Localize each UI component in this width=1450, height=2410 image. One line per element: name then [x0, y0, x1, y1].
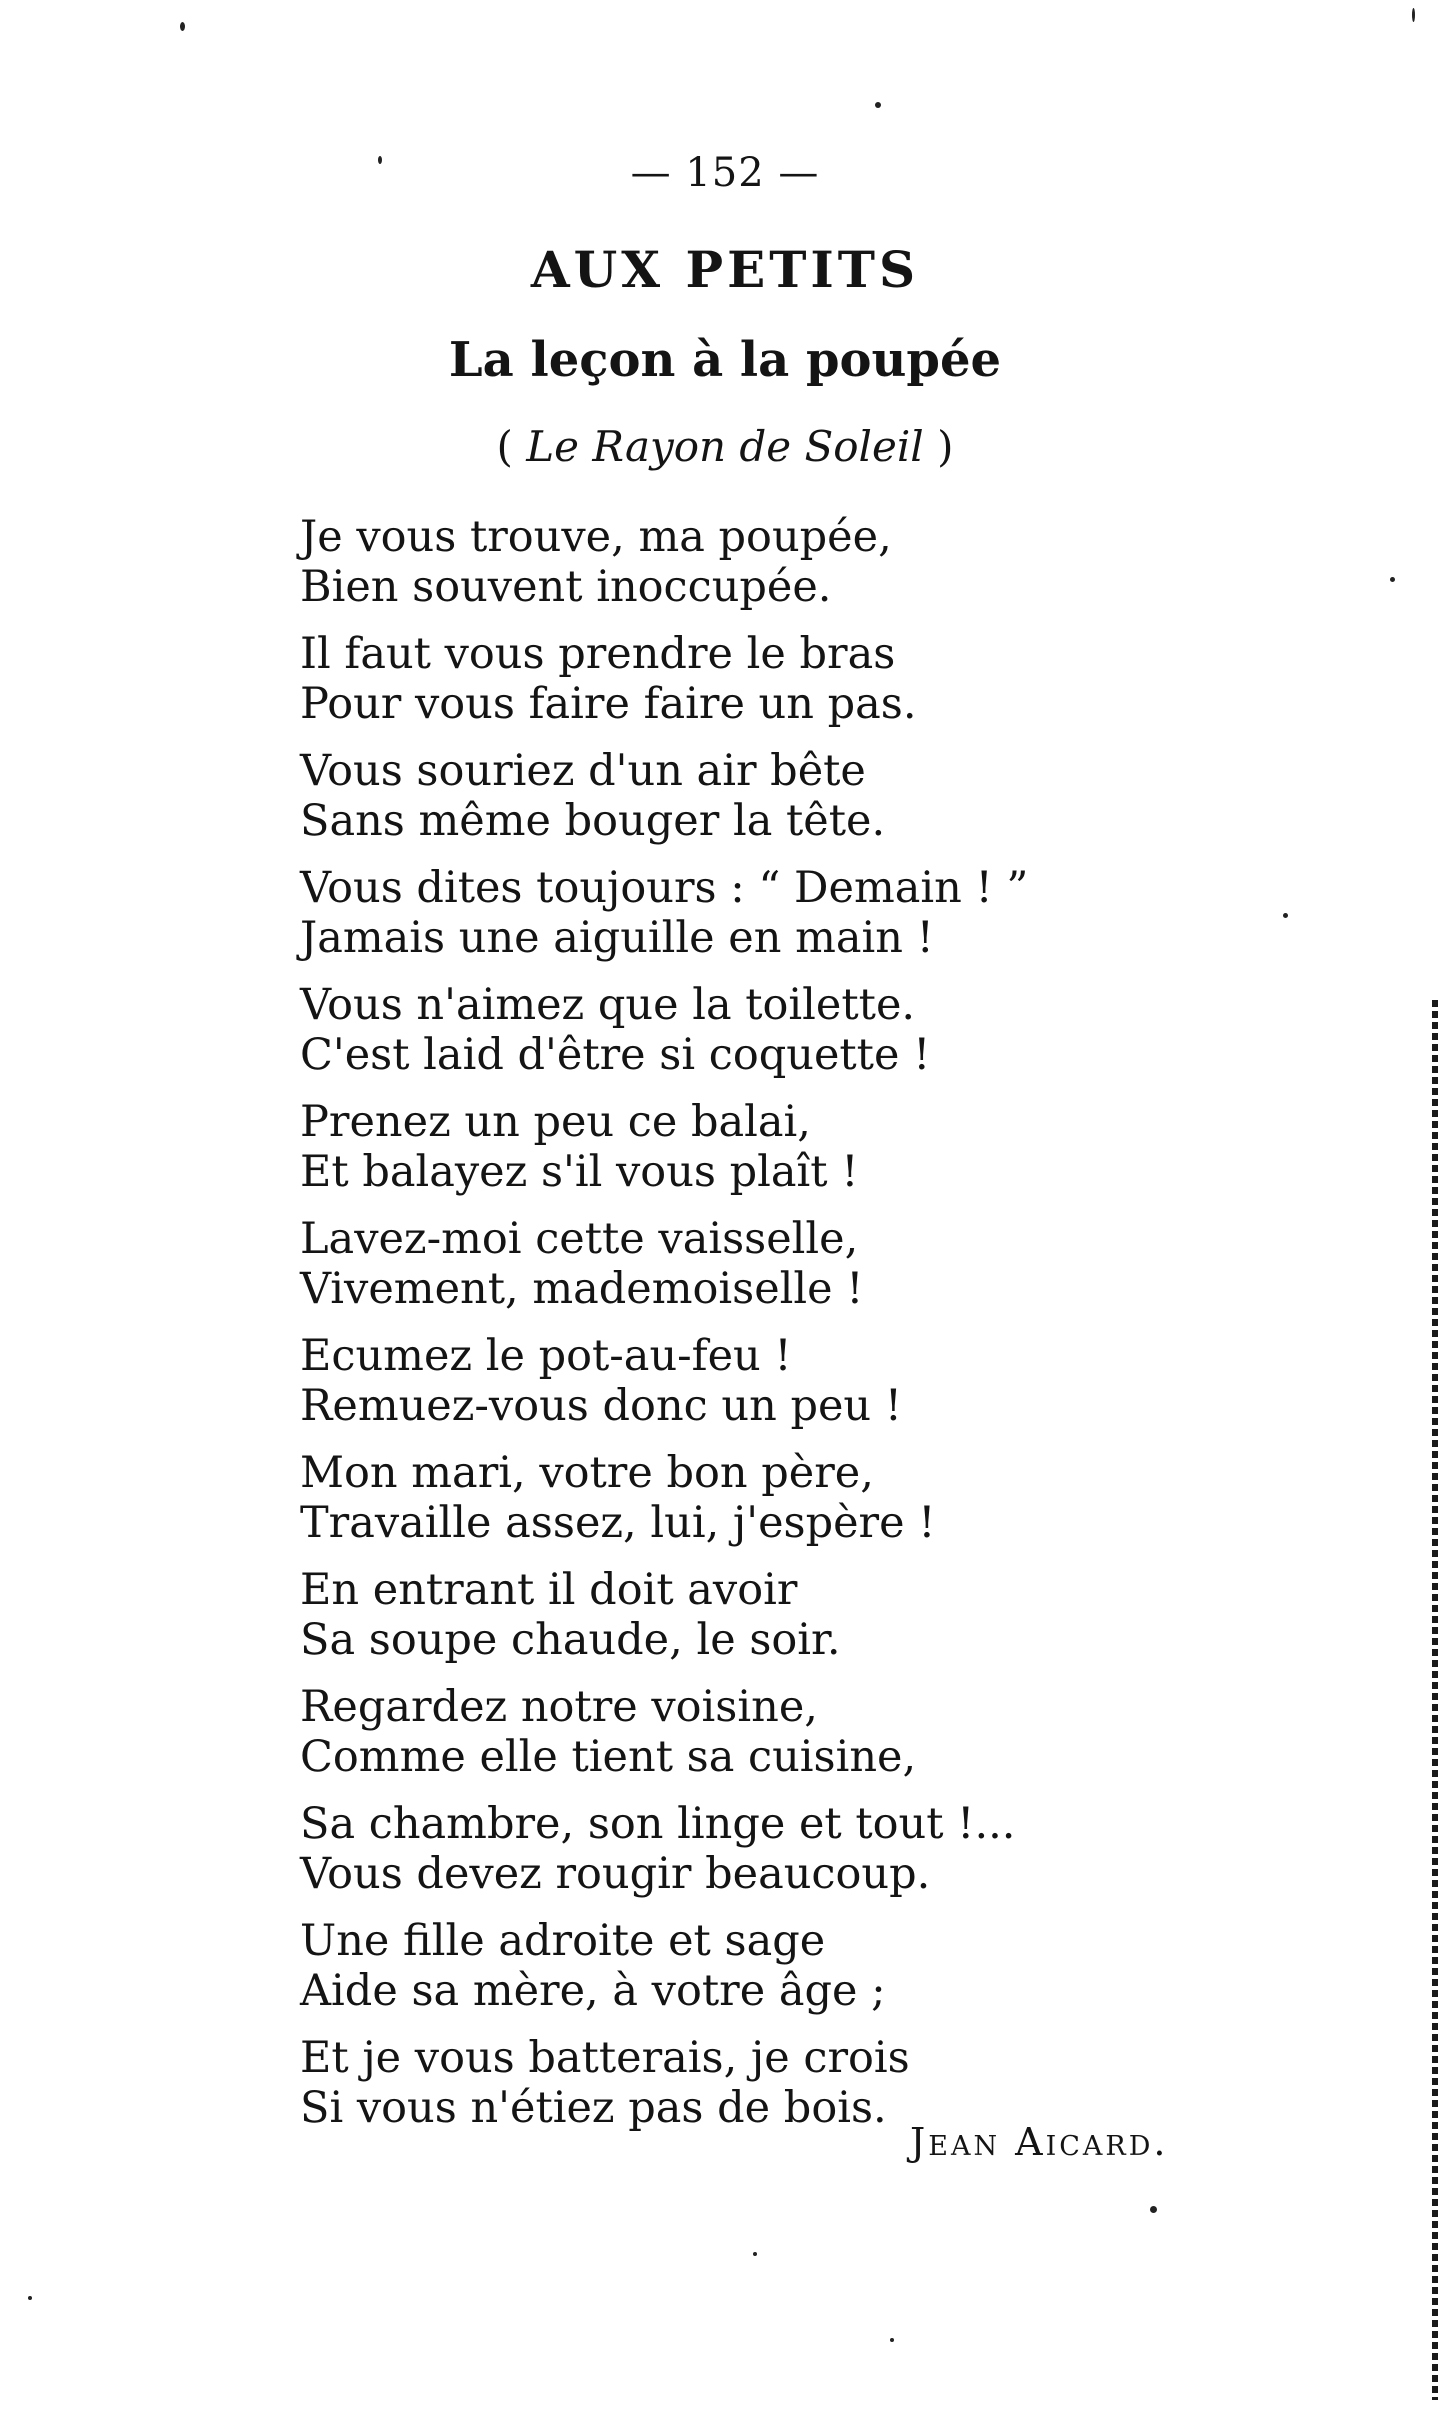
verse-line: Travaille assez, lui, j'espère ! [300, 1498, 936, 1548]
scan-speck [28, 2296, 32, 2300]
verse-line: En entrant il doit avoir [300, 1565, 798, 1615]
verse-line: Pour vous faire faire un pas. [300, 679, 917, 729]
section-title: AUX PETITS [530, 240, 920, 299]
verse-line: Jamais une aiguille en main ! [300, 913, 934, 963]
verse-line: Vivement, mademoiselle ! [300, 1264, 864, 1314]
poem-body [300, 512, 1300, 2150]
stanza-3 [300, 746, 1300, 846]
page-edge-shadow [1432, 1000, 1438, 2400]
verse-line: Une fille adroite et sage [300, 1916, 826, 1966]
stanza-6 [300, 1097, 1300, 1197]
verse-line: Mon mari, votre bon père, [300, 1448, 874, 1498]
verse-line: Il faut vous prendre le bras [300, 629, 896, 679]
verse-line: Vous souriez d'un air bête [300, 746, 866, 796]
stanza-14 [300, 2033, 1300, 2133]
verse-line: Aide sa mère, à votre âge ; [300, 1966, 886, 2016]
verse-line: Je vous trouve, ma poupée, [300, 512, 892, 562]
stanza-2 [300, 629, 1300, 729]
stanza-9 [300, 1448, 1300, 1548]
scan-speck [378, 156, 382, 164]
scan-speck [1412, 8, 1415, 22]
author-signature: Jean Aicard. [910, 2120, 1169, 2164]
stanza-11 [300, 1682, 1300, 1782]
verse-line: C'est laid d'être si coquette ! [300, 1030, 931, 1080]
verse-line: Sa chambre, son linge et tout !... [300, 1799, 1016, 1849]
stanza-8 [300, 1331, 1300, 1431]
scan-speck [1390, 577, 1395, 582]
stanza-7 [300, 1214, 1300, 1314]
verse-line: Regardez notre voisine, [300, 1682, 818, 1732]
stanza-1 [300, 512, 1300, 612]
verse-line: Sa soupe chaude, le soir. [300, 1615, 841, 1665]
source-close-paren: ) [923, 422, 954, 471]
verse-line: Comme elle tient sa cuisine, [300, 1732, 917, 1782]
page-number: — 152 — [630, 150, 820, 196]
verse-line: Vous devez rougir beaucoup. [300, 1849, 931, 1899]
scan-speck [1150, 2206, 1157, 2213]
verse-line: Si vous n'étiez pas de bois. [300, 2083, 887, 2133]
verse-line: Prenez un peu ce balai, [300, 1097, 811, 1147]
verse-line: Lavez-moi cette vaisselle, [300, 1214, 859, 1264]
stanza-5 [300, 980, 1300, 1080]
verse-line: Remuez-vous donc un peu ! [300, 1381, 903, 1431]
scan-speck [875, 102, 881, 108]
source-text: Le Rayon de Soleil [526, 422, 924, 471]
poem-title: La leçon à la poupée [448, 332, 1002, 388]
source-open-paren: ( [496, 422, 527, 471]
verse-line: Sans même bouger la tête. [300, 796, 886, 846]
stanza-4 [300, 863, 1300, 963]
verse-line: Et balayez s'il vous plaît ! [300, 1147, 859, 1197]
scan-speck [753, 2252, 757, 2256]
scan-speck [180, 22, 185, 31]
stanza-12 [300, 1799, 1300, 1899]
stanza-13 [300, 1916, 1300, 2016]
verse-line: Vous n'aimez que la toilette. [300, 980, 916, 1030]
verse-line: Vous dites toujours : “ Demain ! ” [300, 863, 1029, 913]
stanza-10 [300, 1565, 1300, 1665]
scan-speck [1283, 913, 1288, 918]
verse-line: Ecumez le pot-au-feu ! [300, 1331, 792, 1381]
verse-line: Bien souvent inoccupée. [300, 562, 832, 612]
verse-line: Et je vous batterais, je crois [300, 2033, 910, 2083]
poem-source [0, 422, 1450, 471]
scan-speck [890, 2338, 894, 2342]
